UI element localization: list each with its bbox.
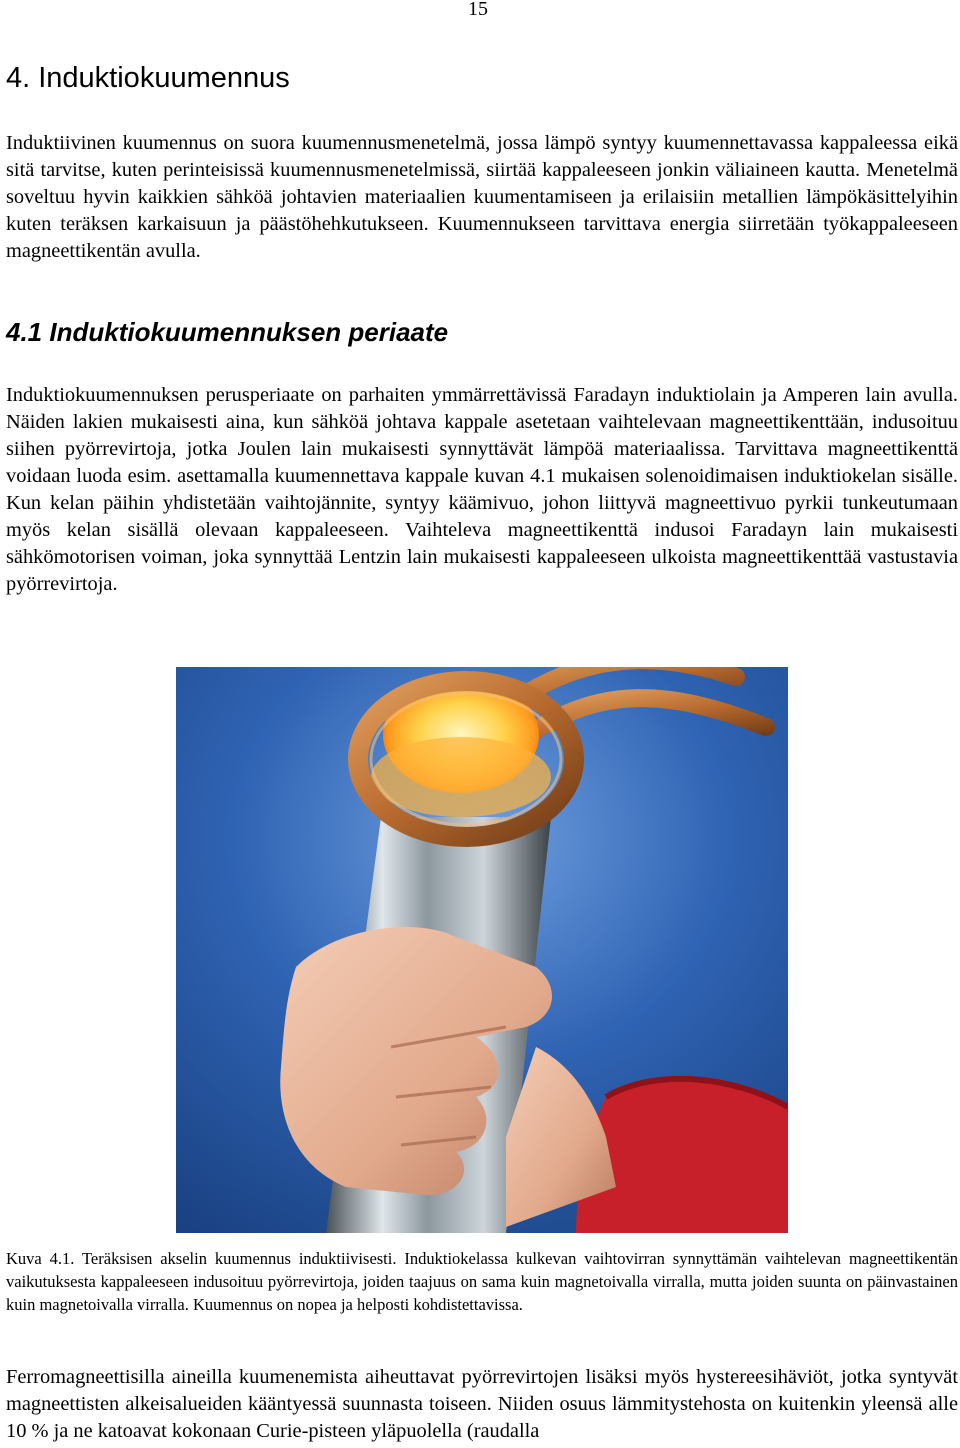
page-number: 15 [468,0,488,20]
subsection-title: 4.1 Induktiokuumennuksen periaate [6,317,449,347]
induction-heating-photo [176,667,788,1233]
continuation-paragraph: Ferromagneettisilla aineilla kuumenemista aiheuttavat pyörrevirtojen lisäksi myös hystereesihäviöt, jotka syntyvät magneettisten alkeisalueiden kääntyessä suunnasta toiseen. Niiden osuus lämmitystehosta on kuitenkin yleensä alle 10 % ja ne katoavat kokonaan Curie-pisteen yläpuolella (raudalla [6,1366,958,1442]
intro-paragraph: Induktiivinen kuumennus on suora kuumennusmenetelmä, jossa lämpö syntyy kuumennettavassa kappaleessa eikä sitä tarvitse, kuten perinteisissä kuumennusmenetelmissä, siirtää kappaleeseen jonkin väliaineen kautta. Menetelmä soveltuu hyvin kaikkien sähköä johtavien materiaalien kuumentamiseen ja erilaisiin metallien lämpökäsittelyihin kuten teräksen karkaisuun ja päästöhehkutukseen. Kuumennukseen tarvittava energia siirretään työkappaleeseen magneettikentän avulla. [6,132,958,262]
photo-illustration [176,667,788,1233]
principle-paragraph: Induktiokuumennuksen perusperiaate on parhaiten ymmärrettävissä Faradayn induktiolain ja Amperen lain avulla. Näiden lakien mukaisesti aina, kun sähköä johtava kappale asetetaan vaihtelevaan magneettikenttään, indusoituu siihen pyörrevirtoja, jotka Joulen lain mukaisesti synnyttävät lämpöä materiaalissa. Tarvittava magneettikenttä voidaan luoda esim. asettamalla kuumennettava kappale kuvan 4.1 mukaisen solenoidimaisen induktiokelan sisälle. Kun kelan päihin yhdistetään vaihtojännite, syntyy käämivuo, johon liittyvä magneettivuo pyrkii tunkeutumaan myös kelan sisällä olevaan kappaleeseen. Vaihteleva magneettikenttä indusoi Faradayn lain mukaisesti sähkömotorisen voiman, joka synnyttää Lentzin lain mukaisesti kappaleeseen ulkoista magneettikenttää vastustavia pyörrevirtoja. [6,384,958,595]
figure-caption: Kuva 4.1. Teräksisen akselin kuumennus induktiivisesti. Induktiokelassa kulkevan vaihtovirran synnyttämän vaihtelevan magneettikentän vaikutuksesta kappaleeseen indusoituu pyörrevirtoja, joiden taajuus on sama kuin magnetoivalla virralla, mutta joiden suunta on päinvastainen kuin magnetoivalla virralla. Kuumennus on nopea ja helposti kohdistettavissa. [6,1249,958,1314]
section-title: 4. Induktiokuumennus [6,62,290,94]
